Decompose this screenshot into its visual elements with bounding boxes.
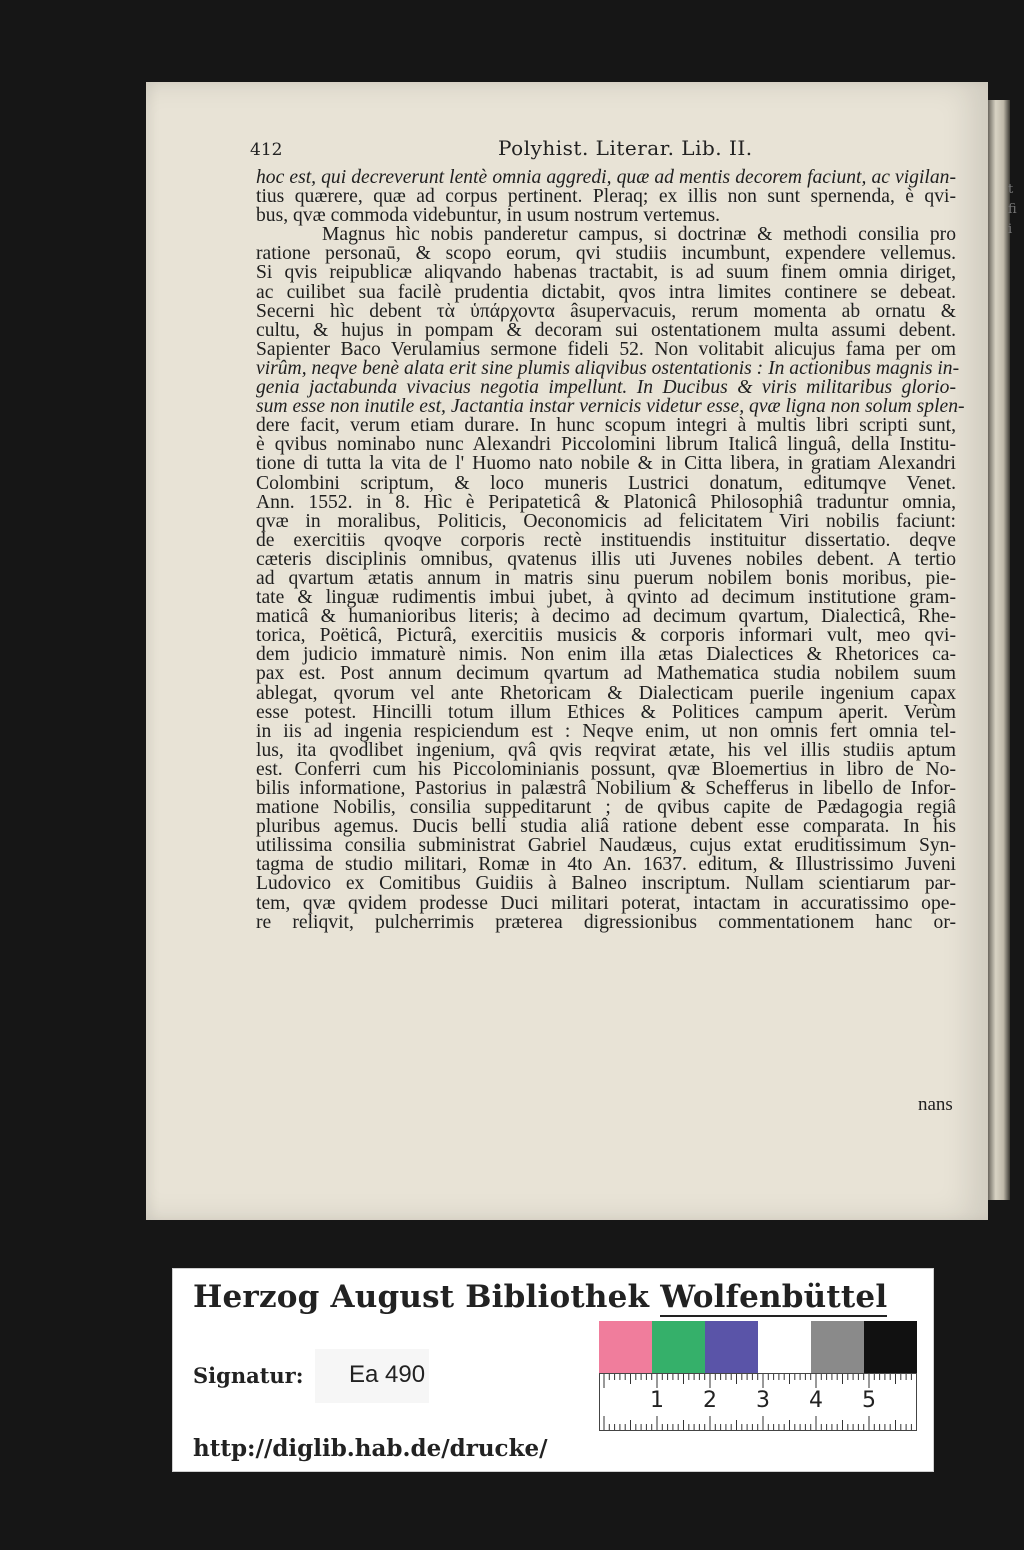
text-line: re reliqvit, pulcherrimis præterea digressionibus commentationem hanc or- — [256, 911, 956, 933]
ruler-number: 1 — [650, 1388, 664, 1413]
facing-page-fragment — [1008, 180, 1020, 260]
color-swatch — [864, 1321, 917, 1373]
text-line: torica, Poëticâ, Picturâ, exercitiis musicis & corporis informari vult, meo qvi- — [256, 625, 956, 647]
text-line: dere facit, verum etiam durare. In hunc scopum integri à multis libri scripti sunt, — [256, 415, 956, 437]
catchword: nans — [918, 1094, 953, 1115]
library-label — [172, 1268, 934, 1472]
text-line: cæteris disciplinis omnibus, qvatenus illis uti Juvenes nobiles debent. A tertio — [256, 548, 956, 570]
color-swatch — [705, 1321, 758, 1373]
text-line: lus, ita qvodlibet ingenium, qvâ qvis reqvirat ætate, his vel illis studiis aptum — [256, 739, 956, 761]
text-line: ad qvartum ætatis annum in matris sinu puerum nobilem bonis moribus, pie- — [256, 567, 956, 589]
book-page — [146, 82, 988, 1220]
body-text — [256, 167, 965, 933]
ruler-number: 5 — [862, 1388, 876, 1413]
text-line: Secerni hìc debent τὰ ὑπάρχοντα âsupervacuis, rerum momenta ab ornatu & — [256, 300, 956, 322]
ruler-number: 4 — [809, 1388, 823, 1413]
library-name-part: Herzog August Bibliothek — [193, 1279, 661, 1315]
page-number: 412 — [250, 140, 283, 160]
facing-fragment-line: fi — [1008, 202, 1017, 217]
text-line: Sapienter Baco Verulamius sermone fideli 52. Non volitabit alicujus fama per om — [256, 338, 956, 360]
text-line: ac cuilibet sua facilè prudentia dictabit, qvos intra limites continere se debeat. — [256, 281, 956, 303]
text-line: esse potest. Hincilli totum illum Ethices & Politices campum aperit. Verùm — [256, 701, 956, 723]
signature-value: Ea 490 — [349, 1361, 426, 1388]
facing-fragment-line: t — [1008, 182, 1014, 197]
text-line: maticâ & humanioribus literis; à decimo ad decimum qvartum, Dialecticâ, Rhe- — [256, 606, 956, 628]
text-line: cultu, & hujus in pompam & decoram sui ostentationem multa assumi debent. — [256, 319, 956, 341]
text-line: Si qvis reipublicæ aliqvando habenas tractabit, is ad suum finem omnia diriget, — [256, 262, 956, 284]
ruler-number: 3 — [756, 1388, 770, 1413]
library-name — [193, 1279, 887, 1315]
text-line: Magnus hìc nobis panderetur campus, si doctrinæ & methodi consilia pro — [322, 224, 956, 246]
text-line: genia jactabunda vivacius negotia impellunt. In Ducibus & viris militaribus glorio- — [256, 377, 956, 399]
text-line: Ann. 1552. in 8. Hìc è Peripateticâ & Platonicâ Philosophiâ traduntur omnia, — [256, 491, 956, 513]
color-calibration-bar — [599, 1321, 917, 1373]
running-title: Polyhist. Literar. Lib. II. — [498, 136, 753, 160]
text-line: bilis informatione, Pastorius in palæstrâ Nobilium & Schefferus in libello de Infor- — [256, 778, 956, 799]
ruler-number: 2 — [703, 1388, 717, 1413]
scale-ruler — [599, 1373, 917, 1431]
color-swatch — [599, 1321, 652, 1373]
text-line: dem judicio immaturè nimis. Non enim illa ætas Dialectices & Rhetorices ca- — [256, 644, 956, 666]
library-url: http://diglib.hab.de/drucke/ — [193, 1435, 548, 1462]
text-line: pluribus agemus. Ducis belli studia aliâ ratione debent esse comparata. In his — [256, 816, 956, 838]
text-line: est. Conferri cum his Piccolominianis possunt, qvæ Bloemertius in libro de No- — [256, 758, 956, 780]
text-line: sum esse non inutile est, Jactantia instar vernicis videtur esse, qvæ ligna non solum splen- — [256, 396, 965, 418]
library-city: Wolfenbüttel — [660, 1279, 888, 1315]
signature-label: Signatur: — [193, 1363, 304, 1388]
text-line: tione di tutta la vita de l' Huomo nato nobile & in Citta libera, in gratiam Alexandri — [256, 453, 956, 475]
text-line: qvæ in moralibus, Politicis, Oeconomicis ad felicitatem Viri nobilis faciunt: — [256, 510, 956, 532]
text-line: in iis ad ingenia respiciendum est : Neqve enim, ut non omnis fert omnia tel- — [256, 720, 956, 742]
text-line: ratione personaū, & scopo eorum, qvi studiis incumbunt, expendere vellemus. — [256, 243, 956, 265]
text-line: matione Nobilis, consilia suppeditarunt ; de qvibus capite de Pædagogia regiâ — [256, 797, 956, 819]
text-line: tem, qvæ qvidem prodesse Duci militari poterat, intactam in accuratissimo ope- — [256, 892, 956, 914]
color-swatch — [758, 1321, 811, 1373]
text-line: tate & linguæ rudimentis imbui jubet, à qvinto ad decimum institutione gram- — [256, 587, 956, 609]
text-line: è qvibus nominabo nunc Alexandri Piccolomini librum Italicâ linguâ, della Institu- — [256, 434, 956, 456]
text-line: Colombini scriptum, & loco muneris Lustrici donatum, editumqve Venet. — [256, 472, 956, 494]
text-line: de exercitiis qvoqve corporis rectè instituendis instituitur dissertatio. deqve — [256, 529, 956, 551]
text-line: pax est. Post annum decimum qvartum ad Mathematica studia nobilem suum — [256, 663, 956, 685]
text-line: Ludovico ex Comitibus Guidiis à Balneo inscriptum. Nullam scientiarum par- — [256, 873, 956, 895]
running-head — [250, 136, 950, 166]
text-line: hoc est, qui decreverunt lentè omnia aggredi, quæ ad mentis decorem faciunt, ac vigilan- — [256, 167, 956, 188]
text-line: utilissima consilia subministrat Gabriel Naudæus, cujus extat eruditissimum Syn- — [256, 835, 956, 857]
color-swatch — [811, 1321, 864, 1373]
color-swatch — [652, 1321, 705, 1373]
text-line: bus, qvæ commoda videbuntur, in usum nostrum vertemus. — [256, 205, 720, 227]
text-line: tagma de studio militari, Romæ in 4to An. 1637. editum, & Illustrissimo Juveni — [256, 854, 956, 876]
text-line: ablegat, qvorum vel ante Rhetoricam & Dialecticam puerile ingenium capax — [256, 682, 956, 704]
text-line: tius quærere, quæ ad corpus pertinent. Pleraq; ex illis non sunt spernenda, è qvi- — [256, 186, 956, 208]
text-line: virûm, neqve benè alata erit sine plumis aliqvibus ostentationis : In actionibus magnis in- — [256, 357, 960, 379]
page-edge — [988, 100, 1010, 1200]
facing-fragment-line: i — [1008, 222, 1013, 237]
